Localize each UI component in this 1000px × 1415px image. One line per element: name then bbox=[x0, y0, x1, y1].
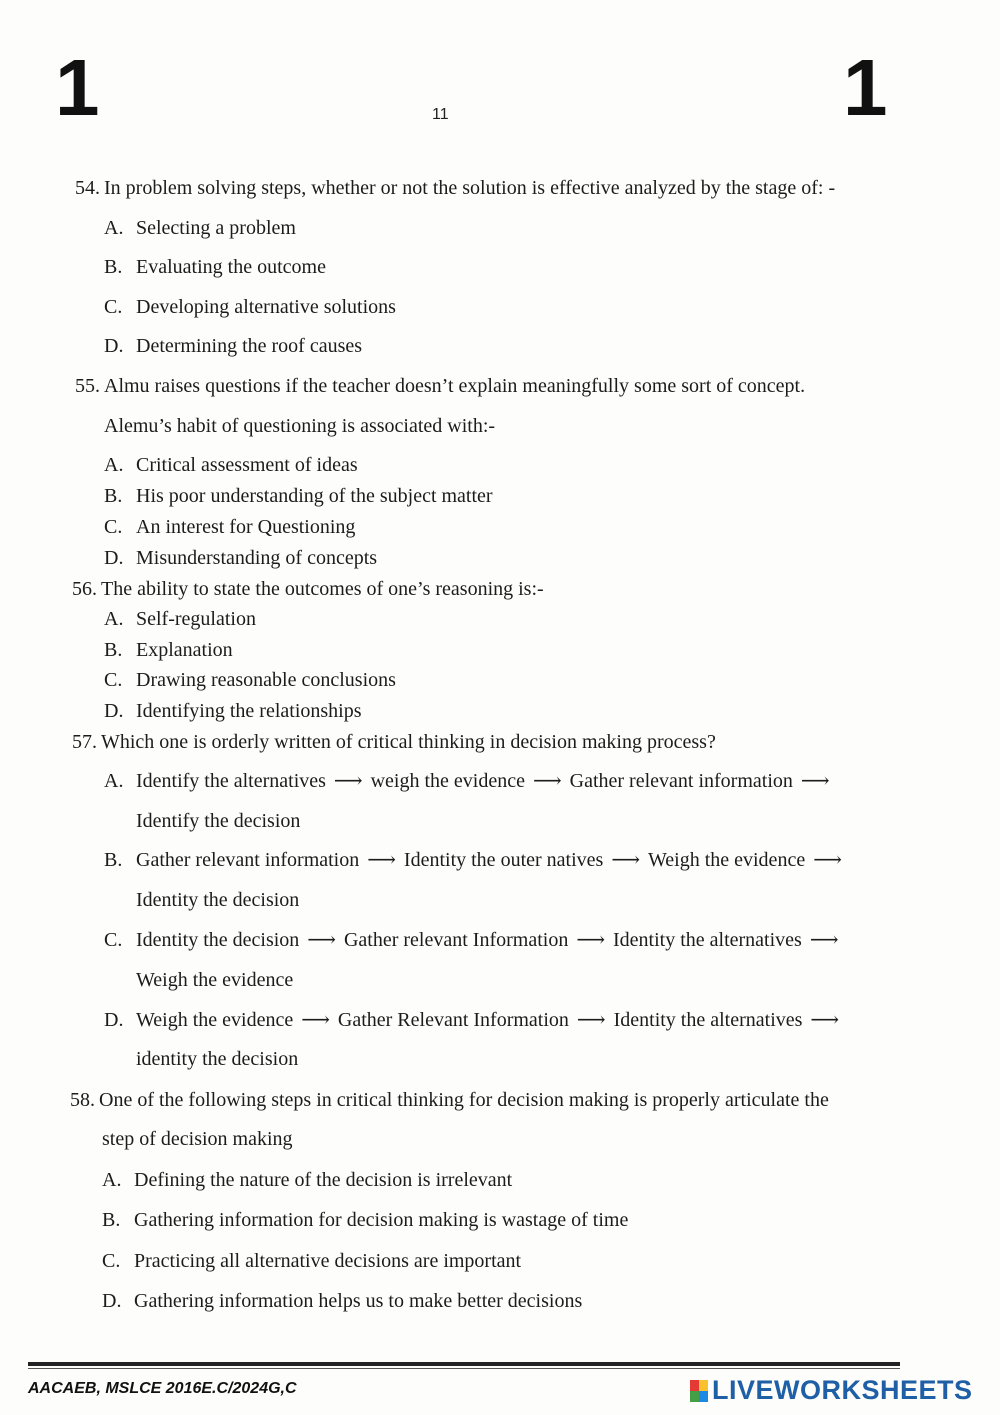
logo-square-icon bbox=[690, 1380, 699, 1391]
option-letter: A. bbox=[104, 454, 124, 476]
option-letter: D. bbox=[104, 700, 124, 722]
question-57-option-d-continued: identity the decision bbox=[136, 1048, 299, 1070]
question-text: Which one is orderly written of critical thinking in decision making process? bbox=[101, 731, 716, 753]
option-text: His poor understanding of the subject matter bbox=[136, 485, 493, 507]
option-letter: C. bbox=[104, 516, 123, 538]
option-letter: B. bbox=[104, 256, 123, 278]
option-letter: B. bbox=[104, 485, 123, 507]
question-56-stem bbox=[72, 577, 544, 601]
step-text: Gather Relevant Information bbox=[337, 1009, 569, 1031]
question-57-option-b[interactable] bbox=[104, 848, 850, 872]
option-letter: B. bbox=[104, 849, 123, 871]
question-text: One of the following steps in critical thinking for decision making is properly articulate the bbox=[99, 1089, 829, 1111]
step-text: Identity the outer natives bbox=[403, 849, 604, 871]
arrow-icon: ⟶ bbox=[813, 849, 842, 871]
step-text: weigh the evidence bbox=[370, 770, 525, 792]
question-58-stem bbox=[70, 1088, 829, 1112]
option-letter: C. bbox=[104, 669, 123, 691]
question-text: The ability to state the outcomes of one’s reasoning is:- bbox=[101, 578, 544, 600]
step-text: Identity the alternatives bbox=[613, 1009, 803, 1031]
question-number: 56. bbox=[72, 578, 97, 600]
footer-rule-thin bbox=[28, 1368, 900, 1369]
option-text: Self-regulation bbox=[136, 608, 256, 630]
arrow-icon: ⟶ bbox=[611, 849, 640, 871]
arrow-icon: ⟶ bbox=[532, 770, 562, 792]
option-letter: B. bbox=[104, 639, 123, 661]
page-number: 11 bbox=[432, 106, 449, 123]
step-text: Gather relevant information bbox=[136, 849, 360, 871]
question-57-option-c-continued: Weigh the evidence bbox=[136, 969, 294, 991]
question-number: 54. bbox=[75, 177, 100, 199]
option-text: An interest for Questioning bbox=[136, 516, 356, 538]
question-54-option-a[interactable] bbox=[104, 216, 296, 240]
question-number: 58. bbox=[70, 1089, 95, 1111]
option-letter: D. bbox=[104, 1009, 124, 1031]
step-text: Weigh the evidence bbox=[136, 1009, 294, 1031]
question-57-option-a[interactable] bbox=[104, 769, 838, 793]
option-text: Gathering information for decision making is wastage of time bbox=[134, 1209, 629, 1231]
step-text: Gather relevant information bbox=[569, 770, 793, 792]
question-55-option-b[interactable] bbox=[104, 484, 493, 508]
question-55-stem-line2: Alemu’s habit of questioning is associated with:- bbox=[104, 415, 496, 437]
arrow-icon: ⟶ bbox=[333, 770, 363, 792]
logo-square-icon bbox=[699, 1391, 708, 1402]
question-54-option-c[interactable] bbox=[104, 295, 396, 319]
option-text: Critical assessment of ideas bbox=[136, 454, 358, 476]
option-letter: A. bbox=[104, 770, 124, 792]
question-58-option-b[interactable] bbox=[102, 1208, 628, 1232]
option-letter: C. bbox=[104, 929, 123, 951]
option-text: Misunderstanding of concepts bbox=[136, 547, 378, 569]
question-57-option-a-continued: Identify the decision bbox=[136, 810, 301, 832]
question-55-option-d[interactable] bbox=[104, 546, 377, 570]
option-text: Defining the nature of the decision is irrelevant bbox=[134, 1169, 513, 1191]
option-text: Developing alternative solutions bbox=[136, 296, 396, 318]
option-letter: A. bbox=[104, 217, 124, 239]
question-55-stem bbox=[75, 374, 805, 398]
question-number: 57. bbox=[72, 731, 97, 753]
arrow-icon: ⟶ bbox=[307, 929, 336, 951]
step-text: Identify the alternatives bbox=[136, 770, 326, 792]
option-text: Drawing reasonable conclusions bbox=[136, 669, 396, 691]
option-text: Determining the roof causes bbox=[136, 335, 363, 357]
option-letter: B. bbox=[102, 1209, 121, 1231]
liveworksheets-wordmark: LIVEWORKSHEETS bbox=[712, 1375, 973, 1405]
arrow-icon: ⟶ bbox=[576, 1009, 606, 1031]
option-letter: C. bbox=[102, 1250, 121, 1272]
question-55-option-a[interactable] bbox=[104, 453, 358, 477]
step-text: Gather relevant Information bbox=[343, 929, 569, 951]
option-text: Evaluating the outcome bbox=[136, 256, 326, 278]
arrow-icon: ⟶ bbox=[367, 849, 396, 871]
arrow-icon: ⟶ bbox=[810, 1009, 840, 1031]
question-57-option-b-continued: Identity the decision bbox=[136, 889, 300, 911]
question-54-option-d[interactable] bbox=[104, 334, 362, 358]
question-58-stem-line2: step of decision making bbox=[102, 1128, 293, 1150]
question-text: In problem solving steps, whether or not the solution is effective analyzed by the stage of: - bbox=[104, 177, 836, 199]
arrow-icon: ⟶ bbox=[800, 770, 830, 792]
option-letter: D. bbox=[104, 547, 124, 569]
question-56-option-a[interactable] bbox=[104, 607, 256, 631]
question-54-option-b[interactable] bbox=[104, 255, 326, 279]
option-letter: A. bbox=[102, 1169, 122, 1191]
question-56-option-b[interactable] bbox=[104, 638, 233, 662]
question-56-option-d[interactable] bbox=[104, 699, 362, 723]
logo-square-icon bbox=[690, 1391, 699, 1402]
liveworksheets-icon bbox=[690, 1380, 708, 1402]
option-letter: D. bbox=[104, 335, 124, 357]
question-55-option-c[interactable] bbox=[104, 515, 355, 539]
option-letter: D. bbox=[102, 1290, 122, 1312]
question-56-option-c[interactable] bbox=[104, 668, 396, 692]
corner-number-left: 1 bbox=[55, 43, 100, 132]
option-letter: C. bbox=[104, 296, 123, 318]
arrow-icon: ⟶ bbox=[809, 929, 839, 951]
option-letter: A. bbox=[104, 608, 124, 630]
question-57-stem bbox=[72, 730, 716, 754]
step-text: Identity the alternatives bbox=[613, 929, 802, 951]
footer-rule-thick bbox=[28, 1362, 900, 1366]
question-text: Almu raises questions if the teacher doesn’t explain meaningfully some sort of concept. bbox=[104, 375, 806, 397]
question-57-option-d[interactable] bbox=[104, 1008, 847, 1032]
arrow-icon: ⟶ bbox=[576, 929, 605, 951]
question-number: 55. bbox=[75, 375, 100, 397]
step-text: Identity the decision bbox=[136, 929, 300, 951]
option-text: Selecting a problem bbox=[136, 217, 296, 239]
arrow-icon: ⟶ bbox=[301, 1009, 330, 1031]
liveworksheets-logo[interactable] bbox=[690, 1375, 973, 1406]
option-text: Identifying the relationships bbox=[136, 700, 362, 722]
option-text: Practicing all alternative decisions are important bbox=[134, 1250, 522, 1272]
footer-exam-code: AACAEB, MSLCE 2016E.C/2024G,C bbox=[28, 1380, 297, 1397]
question-54-stem bbox=[75, 176, 835, 200]
question-57-option-c[interactable] bbox=[104, 928, 847, 952]
question-58-option-d[interactable] bbox=[102, 1289, 582, 1313]
logo-square-icon bbox=[699, 1380, 708, 1391]
option-text: Gathering information helps us to make better decisions bbox=[134, 1290, 583, 1312]
option-text: Explanation bbox=[136, 639, 233, 661]
question-58-option-a[interactable] bbox=[102, 1168, 512, 1192]
corner-number-right: 1 bbox=[843, 43, 888, 132]
step-text: Weigh the evidence bbox=[647, 849, 806, 871]
question-58-option-c[interactable] bbox=[102, 1249, 521, 1273]
